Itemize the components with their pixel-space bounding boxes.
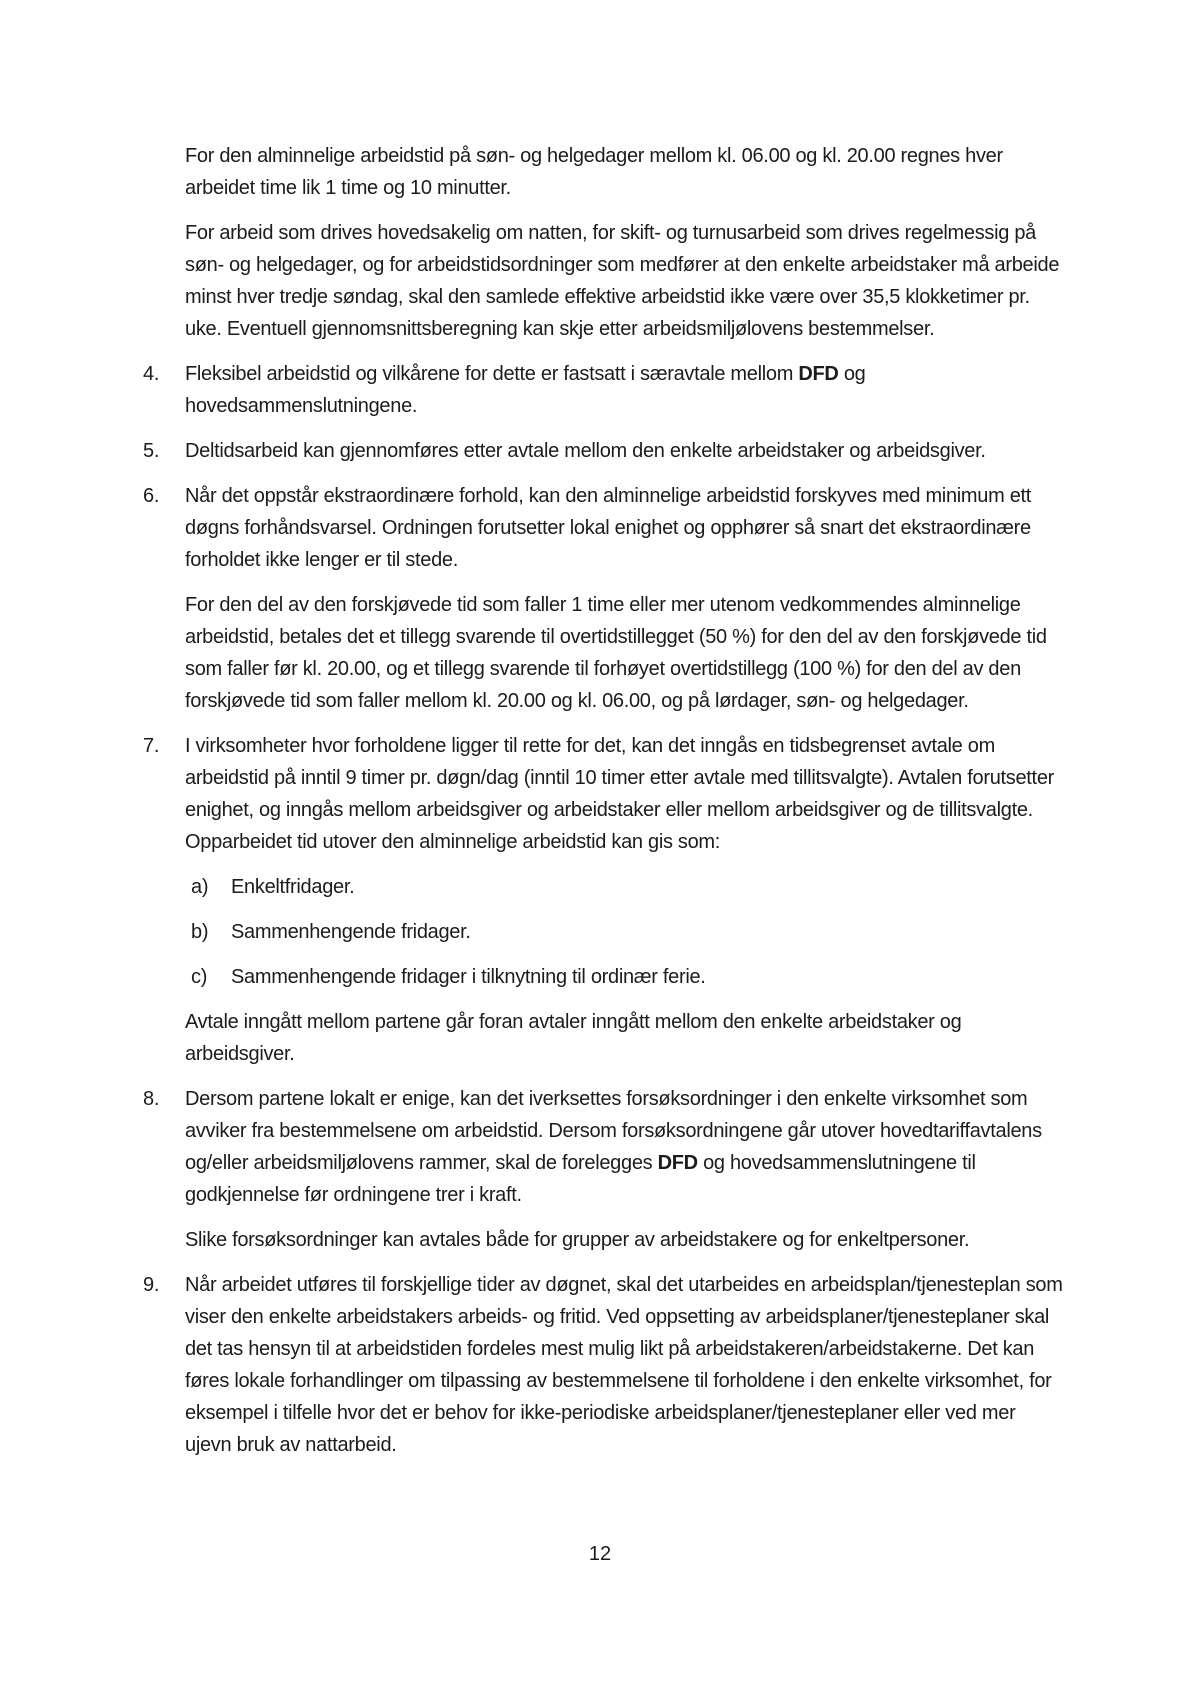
item-text: Når det oppstår ekstraordinære forhold, kan den alminnelige arbeidstid forskyves med minimum ett døgns forhåndsvarsel. Ordningen forutsetter lokal enighet og opphører så snart det ekstraordinære forholdet ikke lenger er til stede. — [185, 485, 1032, 571]
page-number: 12 — [588, 1543, 612, 1565]
numbered-item-6 — [143, 480, 1065, 730]
item-body — [185, 358, 1065, 435]
item-text — [185, 358, 1065, 422]
item-text: I virksomheter hvor forholdene ligger til rette for det, kan det inngås en tidsbegrenset avtale om arbeidstid på inntil 9 timer pr. døgn/dag (inntil 10 timer etter avtale med tillitsvalgte). Avtalen forutsetter enighet, og inngås mellom arbeidsgiver og arbeidstaker eller mellom arbeidsgiver og de tillitsvalgte. Opparbeidet tid utover den alminnelige arbeidstid kan gis som: — [185, 735, 1054, 853]
item-text — [185, 1083, 1065, 1211]
item-number: 5. — [143, 440, 160, 462]
item-text: Deltidsarbeid kan gjennomføres etter avtale mellom den enkelte arbeidstaker og arbeidsgiver. — [185, 440, 986, 462]
item-text-segment: Fleksibel arbeidstid og vilkårene for dette er fastsatt i særavtale mellom — [185, 363, 799, 385]
item-body — [185, 435, 1065, 480]
numbered-item-9 — [143, 1269, 1065, 1474]
subitem-b — [185, 916, 1065, 948]
item-text-segment: og hovedsammenslutningene til godkjennelse før ordningene trer i kraft. — [185, 1152, 976, 1206]
bold-term-dfd: DFD — [798, 363, 839, 385]
item-number: 6. — [143, 485, 160, 507]
item-number: 7. — [143, 735, 160, 757]
item-text-segment: og hovedsammenslutningene. — [185, 363, 866, 417]
subitem-text: Enkeltfridager. — [231, 876, 355, 898]
item-number: 4. — [143, 363, 160, 385]
numbered-item-8 — [143, 1083, 1065, 1269]
intro-paragraph-2: For arbeid som drives hovedsakelig om natten, for skift- og turnusarbeid som drives regelmessig på søn- og helgedager, og for arbeidstidsordninger som medfører at den enkelte arbeidstaker må arbeide minst hver tredje søndag, skal den samlede effektive arbeidstid ikke være over 35,5 klokketimer pr. uke. Eventuell gjennomsnittsberegning kan skje etter arbeidsmiljølovens bestemmelser. — [185, 222, 1060, 340]
subitem-text: Sammenhengende fridager i tilknytning til ordinær ferie. — [231, 966, 706, 988]
item-text-segment: Dersom partene lokalt er enige, kan det iverksettes forsøksordninger i den enkelte virksomhet som avviker fra bestemmelsene om arbeidstid. Dersom forsøksordningene går utover hovedtariffavtalens og/eller arbeidsmiljølovens rammer, skal de forelegges — [185, 1088, 1042, 1174]
item-number: 9. — [143, 1274, 160, 1296]
item-body — [185, 730, 1065, 1083]
subitem-letter: c) — [191, 966, 208, 988]
item-body — [185, 480, 1065, 730]
numbered-item-4 — [143, 358, 1065, 435]
numbered-item-5 — [143, 435, 1065, 480]
item-number: 8. — [143, 1088, 160, 1110]
subitem-letter: a) — [191, 876, 209, 898]
item-body — [185, 1269, 1065, 1474]
item-continuation-paragraph: Avtale inngått mellom partene går foran avtaler inngått mellom den enkelte arbeidstaker og arbeidsgiver. — [185, 1011, 962, 1065]
item-body — [185, 1083, 1065, 1269]
bold-term-dfd: DFD — [657, 1152, 698, 1174]
item-continuation-paragraph: Slike forsøksordninger kan avtales både for grupper av arbeidstakere og for enkeltpersoner. — [185, 1229, 970, 1251]
subitem-c — [185, 961, 1065, 993]
item-continuation-paragraph: For den del av den forskjøvede tid som faller 1 time eller mer utenom vedkommendes alminnelige arbeidstid, betales det et tillegg svarende til overtidstillegget (50 %) for den del av den forskjøvede tid som faller før kl. 20.00, og et tillegg svarende til forhøyet overtidstillegg (100 %) for den del av den forskjøvede tid som faller mellom kl. 20.00 og kl. 06.00, og på lørdager, søn- og helgedager. — [185, 594, 1047, 712]
document-body — [143, 140, 1065, 1474]
item-text: Når arbeidet utføres til forskjellige tider av døgnet, skal det utarbeides en arbeidsplan/tjenesteplan som viser den enkelte arbeidstakers arbeids- og fritid. Ved oppsetting av arbeidsplaner/tjenesteplaner skal det tas hensyn til at arbeidstiden fordeles mest mulig likt på arbeidstakeren/arbeidstakerne. Det kan føres lokale forhandlinger om tilpassing av bestemmelsene til forholdene i den enkelte virksomhet, for eksempel i tilfelle hvor det er behov for ikke-periodiske arbeidsplaner/tjenesteplaner eller ved mer ujevn bruk av nattarbeid. — [185, 1274, 1063, 1456]
subitem-text: Sammenhengende fridager. — [231, 921, 471, 943]
subitem-letter: b) — [191, 921, 209, 943]
numbered-item-7 — [143, 730, 1065, 1083]
intro-paragraph-1: For den alminnelige arbeidstid på søn- og helgedager mellom kl. 06.00 og kl. 20.00 regnes hver arbeidet time lik 1 time og 10 minutter. — [185, 145, 1003, 199]
subitem-a — [185, 871, 1065, 903]
